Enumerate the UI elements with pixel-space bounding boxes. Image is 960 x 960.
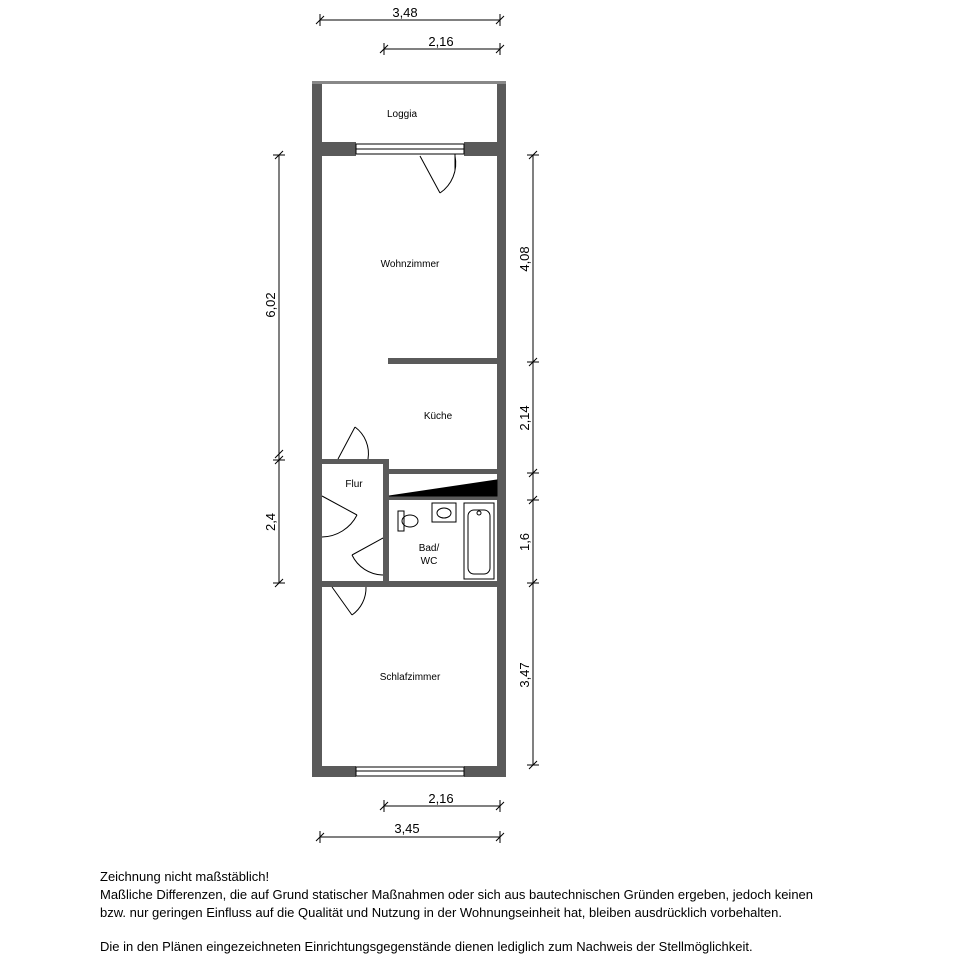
note-differences-cont: bzw. nur geringen Einfluss auf die Qualität und Nutzung in der Wohnungseinheit hat, bleiben ausdrücklich vorbehalten.	[100, 905, 782, 920]
dim-right-bad: 1,6	[517, 532, 532, 552]
dim-right-kueche: 2,14	[517, 405, 532, 431]
dim-bottom-total: 3,45	[394, 821, 420, 836]
room-label-bad-line2: WC	[420, 556, 438, 567]
room-label-wohnzimmer: Wohnzimmer	[380, 259, 440, 270]
note-furniture: Die in den Plänen eingezeichneten Einrichtungsgegenstände dienen lediglich zum Nachweis der Stellmöglichkeit.	[100, 939, 753, 954]
dim-right-schlafzimmer: 3,47	[517, 662, 532, 688]
dim-top-total: 3,48	[392, 5, 418, 20]
room-label-flur: Flur	[345, 479, 363, 490]
disclaimer-notes	[100, 868, 940, 956]
note-differences: Maßliche Differenzen, die auf Grund statischer Maßnahmen oder sich aus bautechnischen Gründen ergeben, jedoch keinen	[100, 887, 814, 902]
dim-bottom-window: 2,16	[428, 791, 454, 806]
dim-right-wohnzimmer: 4,08	[517, 246, 532, 272]
room-label-kueche: Küche	[423, 411, 453, 422]
dim-left-lower: 2,4	[263, 512, 278, 532]
room-label-loggia: Loggia	[386, 109, 418, 120]
room-label-bad-line1: Bad/	[418, 543, 440, 554]
dim-left-upper: 6,02	[263, 292, 278, 318]
dim-top-window: 2,16	[428, 34, 454, 49]
bathroom-fixtures	[389, 480, 497, 579]
note-not-to-scale: Zeichnung nicht maßstäblich!	[100, 869, 270, 884]
room-label-schlafzimmer: Schlafzimmer	[379, 672, 441, 683]
